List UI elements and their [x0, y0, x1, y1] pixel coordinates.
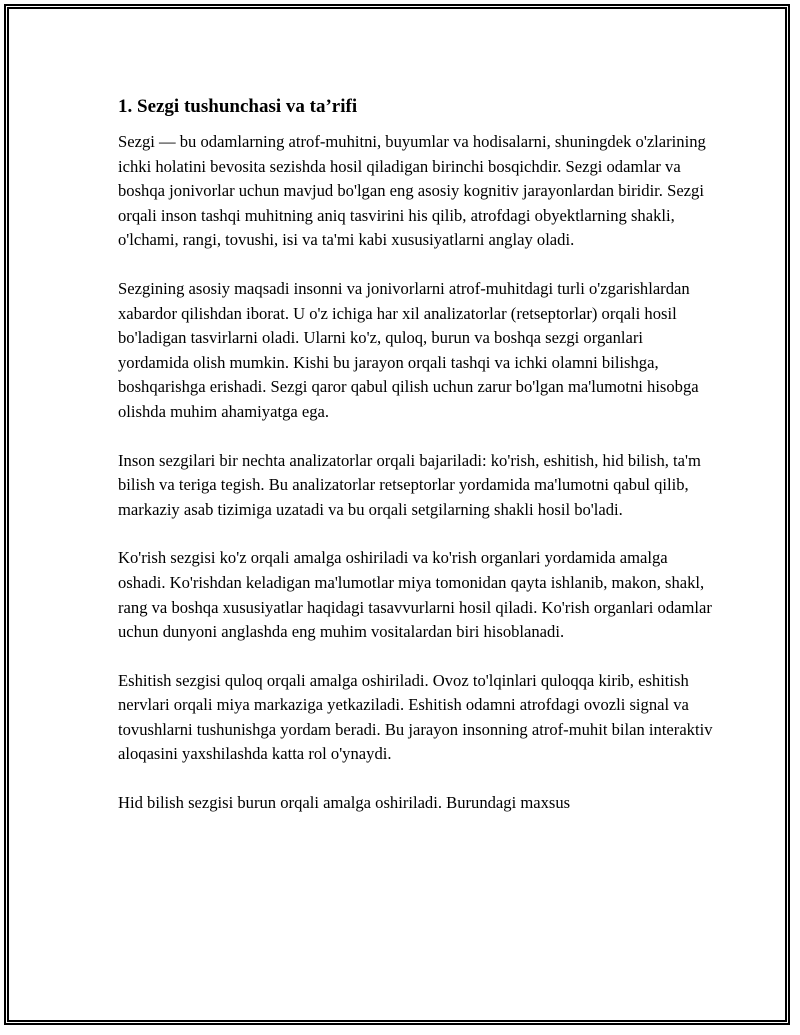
paragraph-6: Hid bilish sezgisi burun orqali amalga oshiriladi. Burundagi maxsus — [118, 793, 571, 813]
paragraph-1: Sezgi — bu odamlarning atrof-muhitni, buyumlar va hodisalarni, shuningdek o'zlarining ichki holatini bevosita sezishda hosil qiladigan birinchi bosqichdir. Sezgi odamlar va boshqa jonivorlar uchun mavjud bo'lgan eng asosiy kognitiv jarayonlardan biridir. Sezgi orqali inson tashqi muhitning aniq tasvirini his qilib, atrofdagi obyektlarning shakli, o'lchami, rangi, tovushi, isi va ta'mi kabi xususiyatlarni anglay oladi. — [118, 132, 706, 250]
document-body — [118, 94, 718, 840]
paragraph-4: Ko'rish sezgisi ko'z orqali amalga oshiriladi va ko'rish organlari yordamida amalga oshadi. Ko'rishdan keladigan ma'lumotlar miya tomonidan qayta ishlanib, makon, shakl, rang va boshqa xususiyatlar haqidagi tasavvurlarni hosil qiladi. Ko'rish organlari odamlar uchun dunyoni anglashda eng muhim vositalardan biri hisoblanadi. — [118, 548, 712, 642]
paragraph-5: Eshitish sezgisi quloq orqali amalga oshiriladi. Ovoz to'lqinlari quloqqa kirib, eshitish nervlari orqali miya markaziga yetkaziladi. Eshitish odamni atrofdagi ovozli signal va tovushlarni tushunishga yordam beradi. Bu jarayon insonning atrof-muhit bilan interaktiv aloqasini yaxshilashda katta rol o'ynaydi. — [118, 670, 713, 764]
section-heading: 1. Sezgi tushunchasi va ta’rifi — [118, 96, 358, 117]
paragraph-2: Sezgining asosiy maqsadi insonni va jonivorlarni atrof-muhitdagi turli o'zgarishlardan xabardor qilishdan iborat. U o'z ichiga har xil analizatorlar (retseptorlar) orqali hosil bo'ladigan tasvirlarni oladi. Ularni ko'z, quloq, burun va boshqa sezgi organlari yordamida olish mumkin. Kishi bu jarayon orqali tashqi va ichki olamni bilishga, boshqarishga erishadi. Sezgi qaror qabul qilish uchun zarur bo'lgan ma'lumotni hisobga olishda muhim ahamiyatga ega. — [118, 278, 699, 421]
paragraph-3: Inson sezgilari bir nechta analizatorlar orqali bajariladi: ko'rish, eshitish, hid bilish, ta'm bilish va teriga tegish. Bu analizatorlar retseptorlar yordamida ma'lumotni qabul qilib, markaziy asab tizimiga uzatadi va bu orqali setgilarning shakli hosil bo'ladi. — [118, 450, 701, 519]
